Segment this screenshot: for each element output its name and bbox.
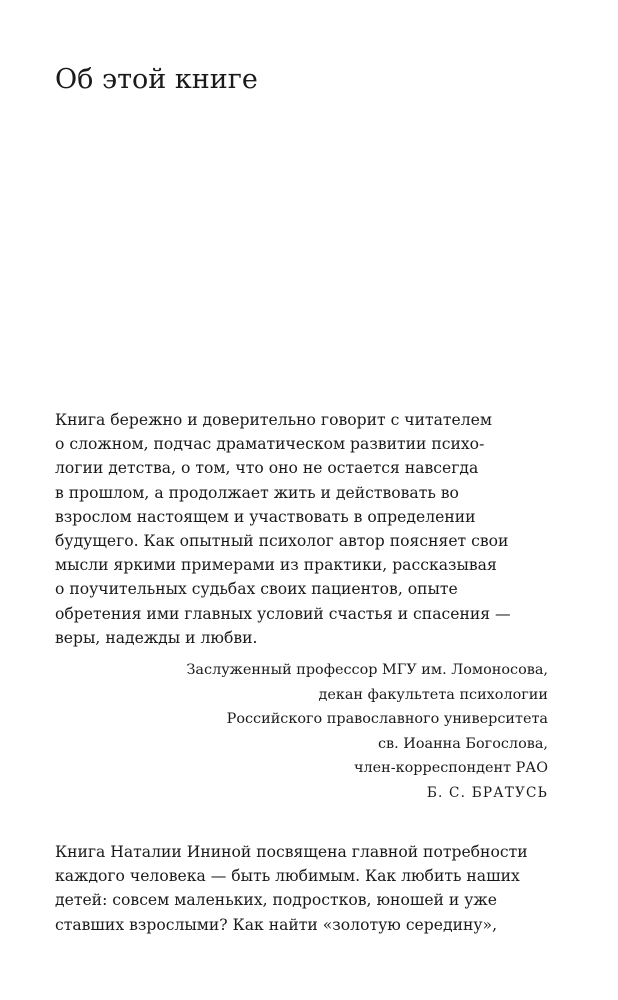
page-title: Об этой книге xyxy=(55,64,258,95)
paragraph-line: ставших взрослыми? Как найти «золотую середину», xyxy=(55,915,498,934)
paragraph-line: обретения ими главных условий счастья и спасения — xyxy=(55,604,511,623)
paragraph-line: логии детства, о том, что оно не остается навсегда xyxy=(55,459,479,478)
paragraph-line: Книга Наталии Ининой посвящена главной потребности xyxy=(55,843,528,861)
paragraph-line: о сложном, подчас драматическом развитии психо- xyxy=(55,435,485,454)
paragraph-line: Книга бережно и доверительно говорит с читателем xyxy=(55,411,493,429)
review-paragraph-1 xyxy=(55,408,511,650)
review-signature xyxy=(186,658,548,805)
signature-line: св. Иоанна Богослова, xyxy=(377,735,548,752)
paragraph-line: веры, надежды и любви. xyxy=(55,628,258,647)
paragraph-line: о поучительных судьбах своих пациентов, опыте xyxy=(55,580,458,599)
paragraph-line: каждого человека — быть любимым. Как любить наших xyxy=(55,867,520,886)
signature-line: Российского православного университета xyxy=(226,711,548,727)
paragraph-line: взрослом настоящем и участвовать в определении xyxy=(55,507,476,526)
signature-author: Б. С. БРАТУСЬ xyxy=(426,784,548,801)
paragraph-line: детей: совсем маленьких, подростков, юношей и уже xyxy=(55,891,498,910)
paragraph-line: мысли яркими примерами из практики, рассказывая xyxy=(55,556,497,575)
paragraph-line: в прошлом, а продолжает жить и действовать во xyxy=(55,483,459,502)
signature-line: Заслуженный профессор МГУ им. Ломоносова, xyxy=(186,662,548,678)
paragraph-line: будущего. Как опытный психолог автор поясняет свои xyxy=(55,532,509,551)
signature-line: декан факультета психологии xyxy=(318,686,548,703)
signature-line: член-корреспондент РАО xyxy=(353,760,548,776)
review-paragraph-2 xyxy=(55,840,528,937)
